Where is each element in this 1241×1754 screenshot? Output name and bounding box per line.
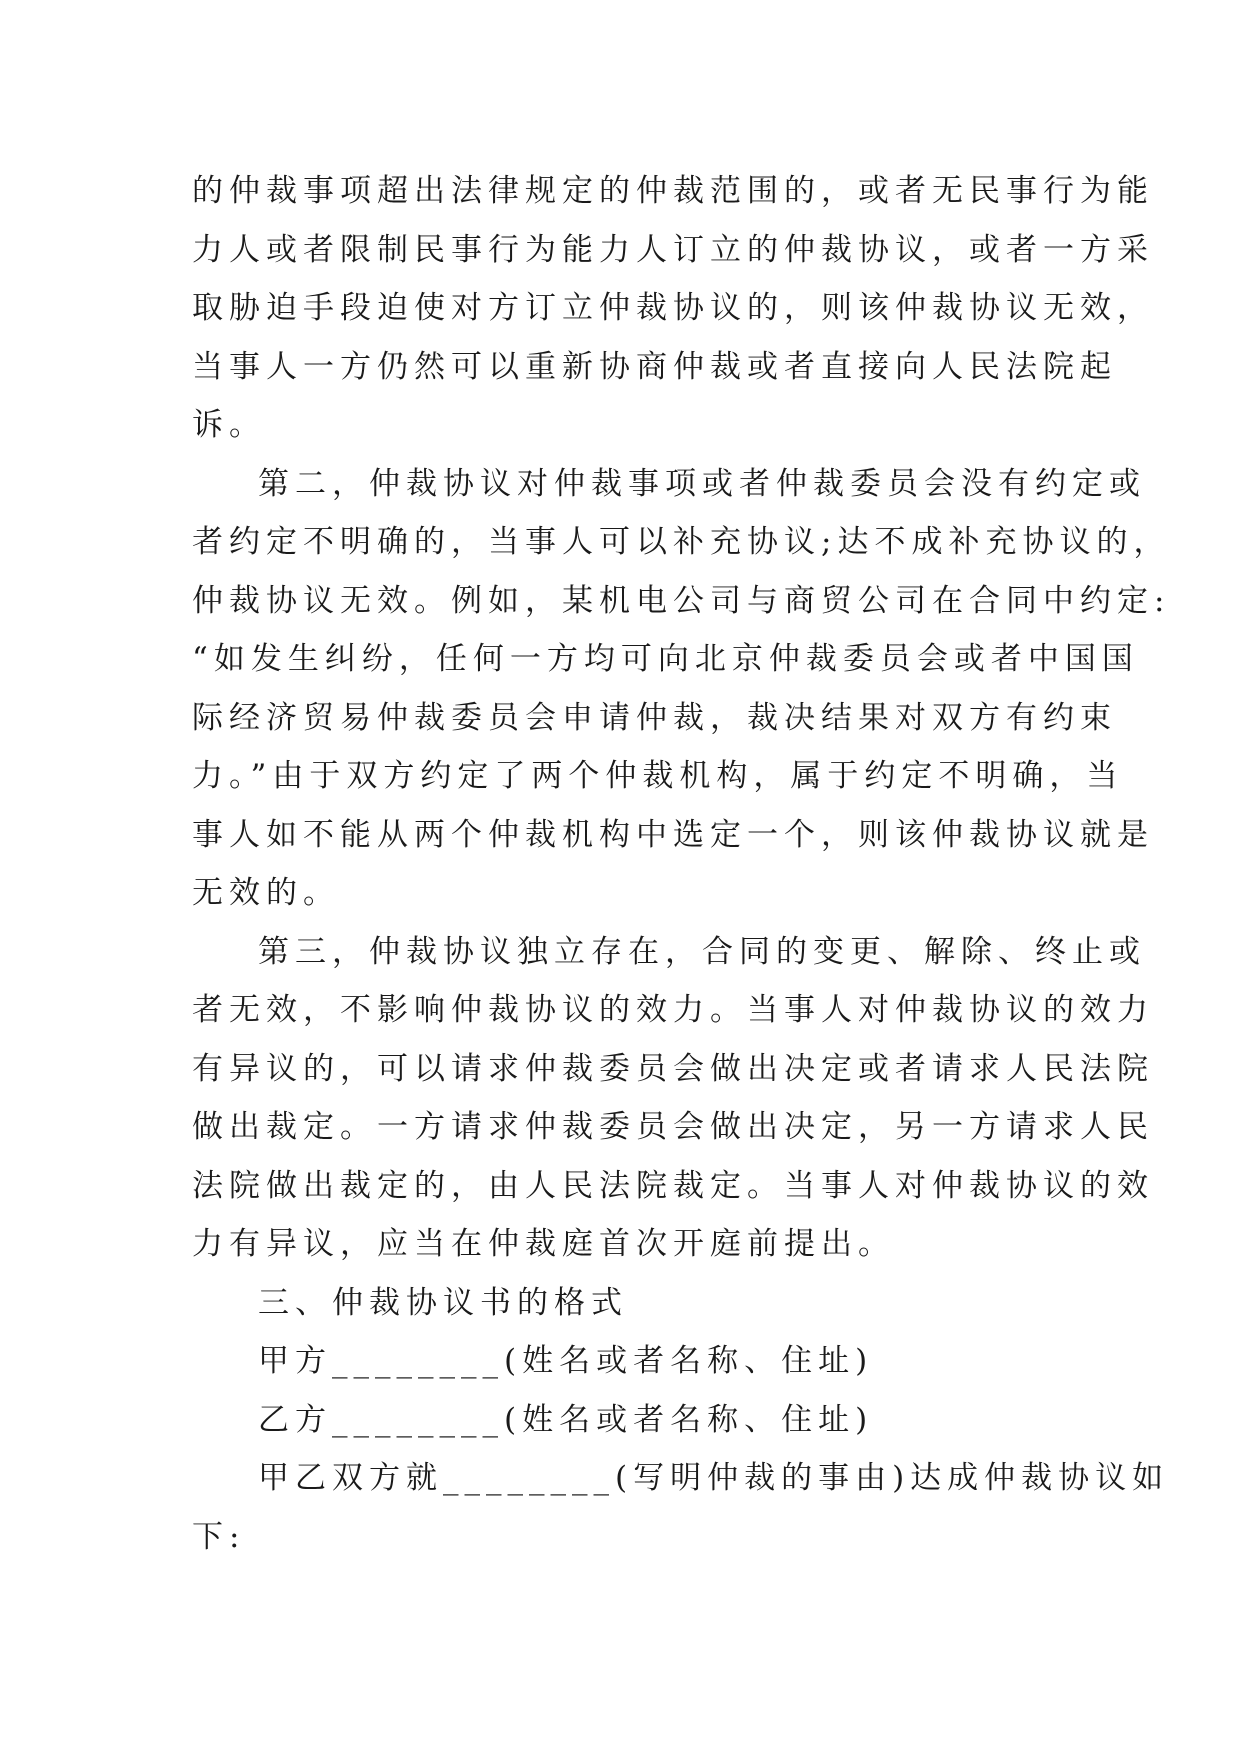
section-heading [192,1274,1062,1333]
text-line: 甲乙双方就________(写明仲裁的事由)达成仲裁协议如 [258,1460,1170,1496]
document-body [192,162,1171,1566]
text-line: 力人或者限制民事行为能力人订立的仲裁协议，或者一方采 [192,231,1154,268]
heading-text: 三、仲裁协议书的格式 [258,1284,628,1321]
text-line: 无效的。 [192,875,340,911]
text-line: 取胁迫手段迫使对方订立仲裁协议的，则该仲裁协议无效， [192,290,1154,326]
text-line: 事人如不能从两个仲裁机构中选定一个，则该仲裁协议就是 [192,816,1154,853]
paragraph-second [192,455,1171,923]
party-a-line [192,1332,1062,1391]
paragraph-third [192,923,1154,1274]
party-b-line [192,1391,1062,1450]
paragraph-continuation [192,162,1154,455]
text-line: 力有异议，应当在仲裁庭首次开庭前提出。 [192,1226,895,1262]
text-line: 第二，仲裁协议对仲裁事项或者仲裁委员会没有约定或 [258,465,1146,502]
text-line: 诉。 [192,407,266,443]
text-line: “如发生纠纷，任何一方均可向北京仲裁委员会或者中国国 [192,641,1139,677]
text-line: 际经济贸易仲裁委员会申请仲裁，裁决结果对双方有约束 [192,699,1117,736]
text-line: 法院做出裁定的，由人民法院裁定。当事人对仲裁协议的效 [192,1167,1154,1204]
text-line: 下: [192,1518,246,1555]
text-line: 当事人一方仍然可以重新协商仲裁或者直接向人民法院起 [192,348,1117,385]
text-line: 力。”由于双方约定了两个仲裁机构，属于约定不明确，当 [192,758,1124,794]
text-line: 者无效，不影响仲裁协议的效力。当事人对仲裁协议的效力 [192,992,1154,1028]
text-line: 的仲裁事项超出法律规定的仲裁范围的，或者无民事行为能 [192,173,1154,209]
text-line: 仲裁协议无效。例如，某机电公司与商贸公司在合同中约定: [192,582,1171,619]
party-b-text: 乙方________(姓名或者名称、住址) [258,1401,874,1438]
text-line: 者约定不明确的，当事人可以补充协议;达不成补充协议的， [192,524,1171,560]
text-line: 第三，仲裁协议独立存在，合同的变更、解除、终止或 [258,933,1146,970]
party-a-text: 甲方________(姓名或者名称、住址) [258,1343,874,1379]
text-line: 做出裁定。一方请求仲裁委员会做出决定，另一方请求人民 [192,1109,1154,1145]
agreement-paragraph [192,1449,1170,1566]
text-line: 有异议的，可以请求仲裁委员会做出决定或者请求人民法院 [192,1050,1154,1087]
